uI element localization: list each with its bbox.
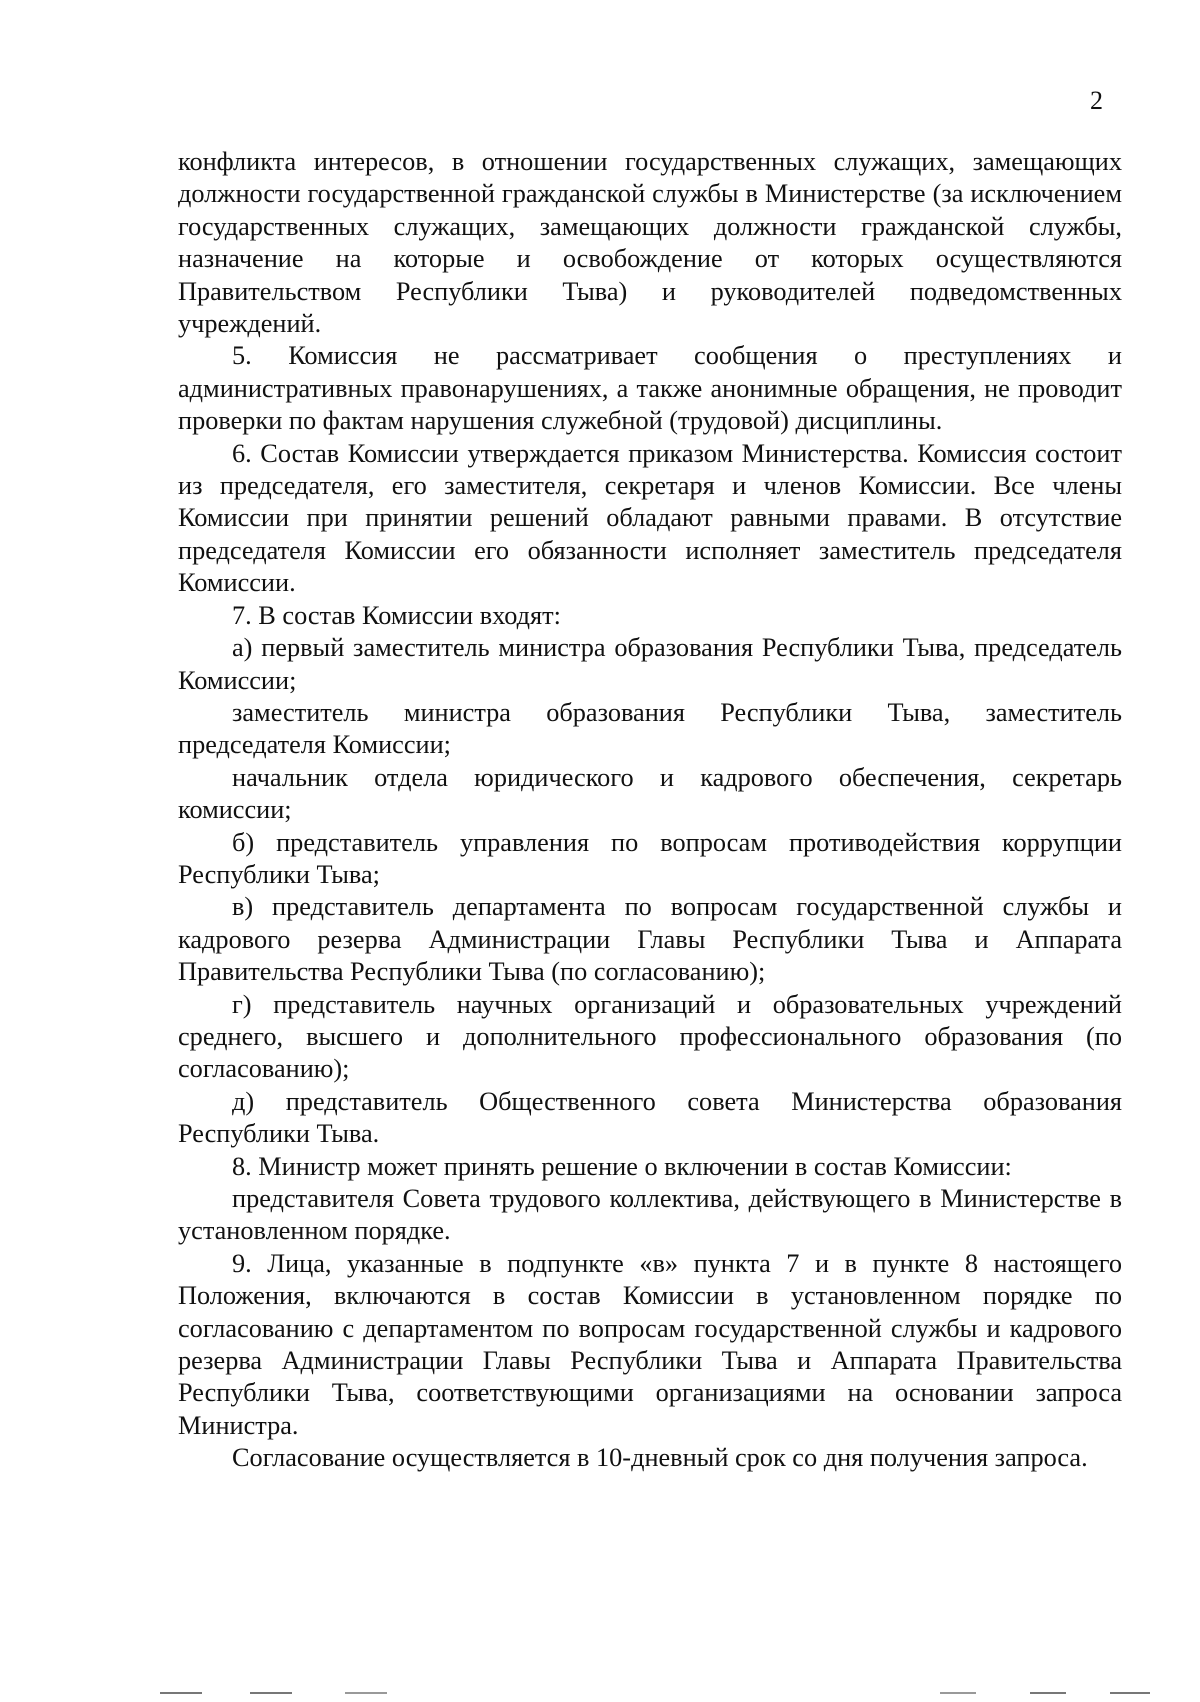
paragraph: 6. Состав Комиссии утверждается приказом Министерства. Комиссия состоит из председателя, его заместителя, секретаря и членов Комиссии. Все члены Комиссии при принятии решений обладают равными правами. В отсутствие председателя Комиссии его обязанности исполняет заместитель председателя Комиссии. [178, 438, 1122, 598]
paragraph: 9. Лица, указанные в подпункте «в» пункта 7 и в пункте 8 настоящего Положения, включаются в состав Комиссии в установленном порядке по согласованию с департаментом по вопросам государственной службы и кадрового резерва Администрации Главы Республики Тыва и Аппарата Правительства Республики Тыва, соответствующими организациями на основании запроса Министра. [178, 1248, 1122, 1440]
paragraph: 8. Министр может принять решение о включении в состав Комиссии: [232, 1151, 1012, 1181]
page-number: 2 [1090, 86, 1103, 115]
scan-mark [1110, 1692, 1150, 1694]
paragraph: начальник отдела юридического и кадрового обеспечения, секретарь комиссии; [178, 762, 1122, 825]
scan-mark [160, 1692, 202, 1694]
scan-mark [345, 1692, 387, 1694]
paragraph: а) первый заместитель министра образования Республики Тыва, председатель Комиссии; [178, 633, 1122, 695]
paragraph: представителя Совета трудового коллектива, действующего в Министерстве в установленном порядке. [178, 1184, 1122, 1246]
paragraph: 5. Комиссия не рассматривает сообщения о преступлениях и административных правонарушениях, а также анонимные обращения, не проводит проверки по фактам нарушения служебной (трудовой) дисциплины. [178, 341, 1122, 436]
paragraph: д) представитель Общественного совета Министерства образования Республики Тыва. [178, 1086, 1122, 1149]
paragraph: заместитель министра образования Республики Тыва, заместитель председателя Комиссии; [178, 697, 1122, 760]
paragraph: Согласование осуществляется в 10-дневный срок со дня получения запроса. [232, 1443, 1088, 1473]
document-body [178, 146, 1122, 1475]
paragraph: в) представитель департамента по вопросам государственной службы и кадрового резерва Администрации Главы Республики Тыва и Аппарата Правительства Республики Тыва (по согласованию); [178, 892, 1122, 987]
scan-mark [1030, 1692, 1066, 1694]
paragraph: г) представитель научных организаций и образовательных учреждений среднего, высшего и дополнительного профессионального образования (по согласованию); [178, 989, 1122, 1084]
paragraph: б) представитель управления по вопросам противодействия коррупции Республики Тыва; [178, 827, 1122, 889]
paragraph: 7. В состав Комиссии входят: [232, 600, 561, 630]
paragraph: конфликта интересов, в отношении государственных служащих, замещающих должности государственной гражданской службы в Министерстве (за исключением государственных служащих, замещающих должности гражданской службы, назначение на которые и освобождение от которых осуществляются Правительством Республики Тыва) и руководителей подведомственных учреждений. [178, 147, 1122, 339]
scan-edge-marks [0, 1688, 1200, 1698]
scan-mark [250, 1692, 292, 1694]
scan-mark [940, 1692, 976, 1694]
